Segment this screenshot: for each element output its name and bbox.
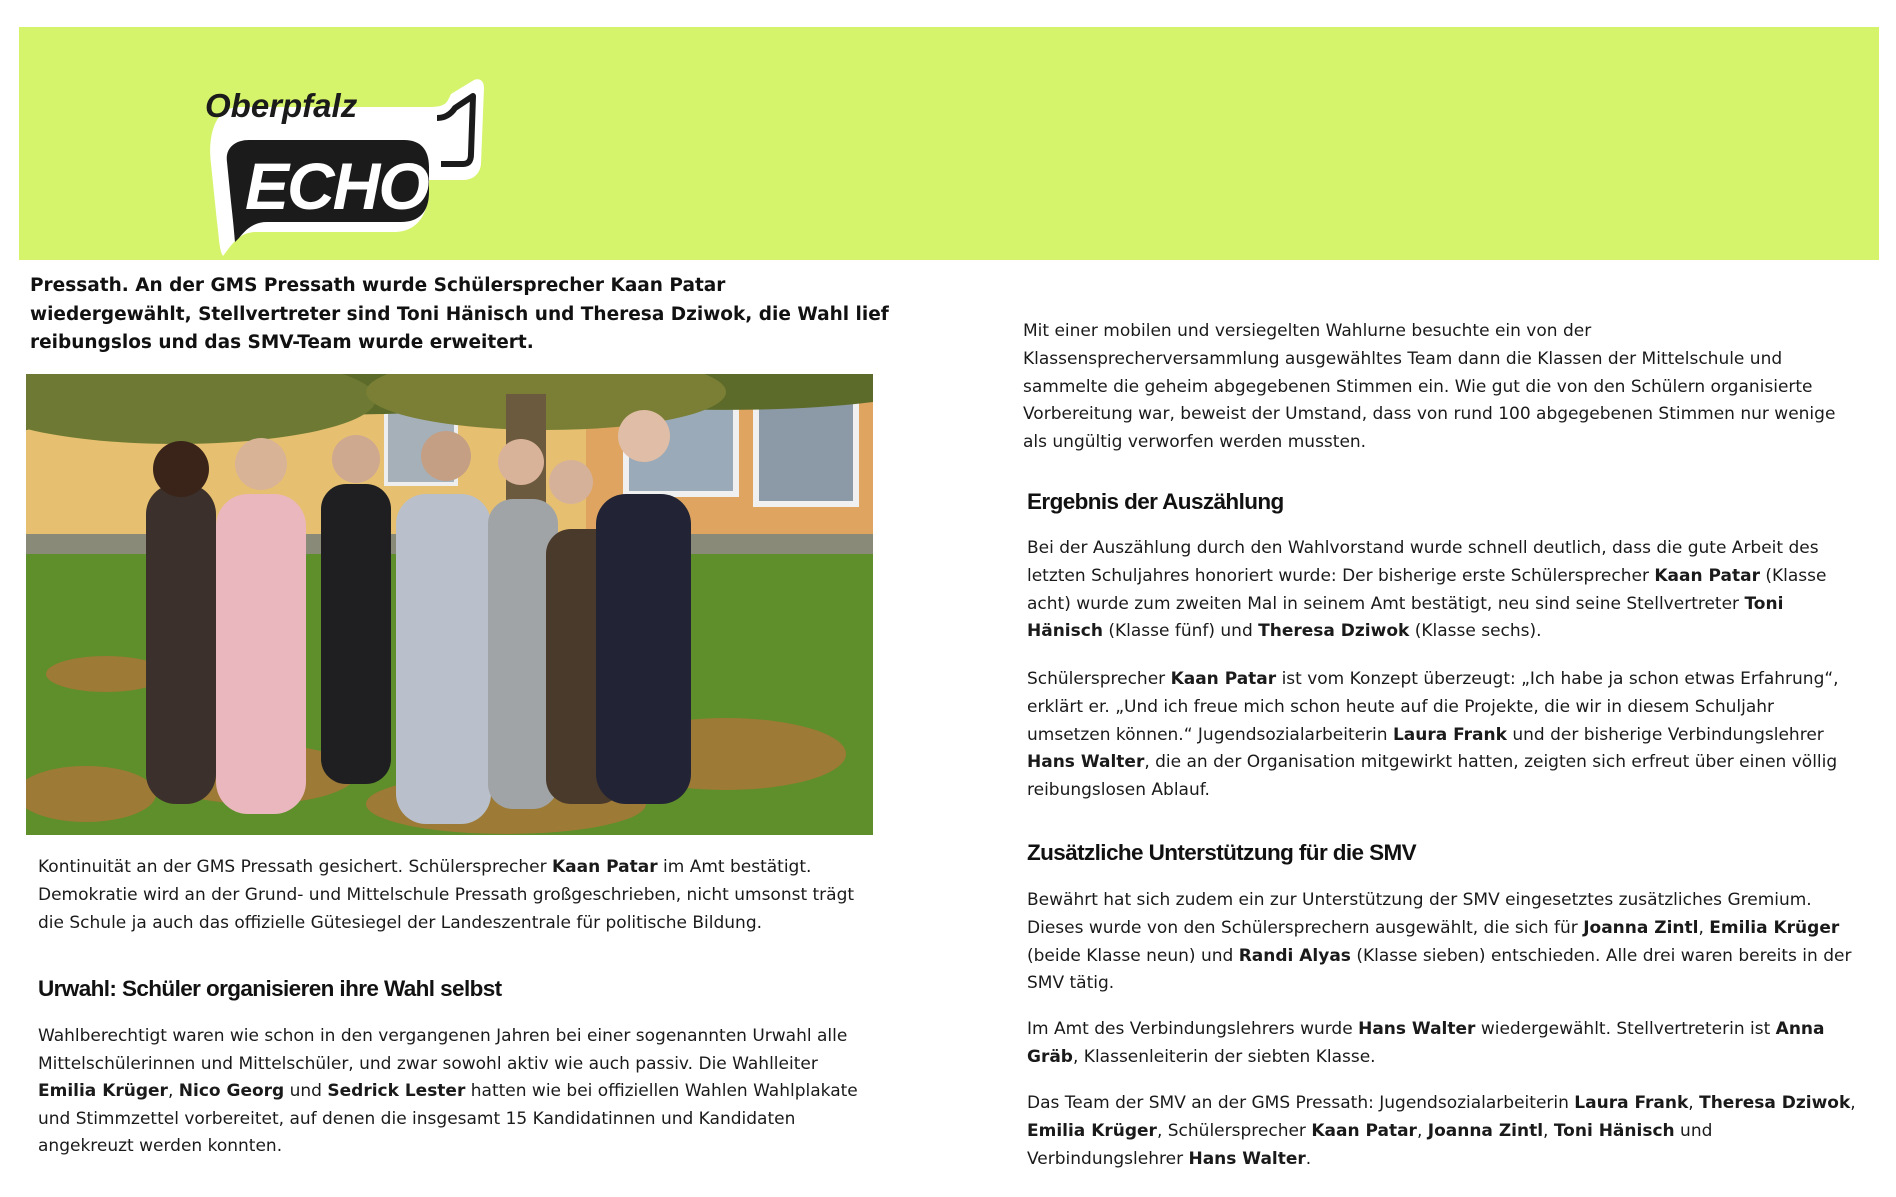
paragraph-urwahl: Wahlberechtigt waren wie schon in den vergangenen Jahren bei einer sogenannten Urwahl alle Mittelschülerinnen und Mittelschüler, und zwar sowohl aktiv wie auch passiv. Die Wahlleiter Emilia Krüger, Nico Georg und Sedrick Lester hatten wie bei offiziellen Wahlen Wahlplakate und Stimmzettel vorbereitet, auf denen die insgesamt 15 Kandidatinnen und Kandidaten angekreuzt werden konnten. [38,1026,858,1157]
paragraph-wahlurne: Mit einer mobilen und versiegelten Wahlurne besuchte ein von der Klassensprecherversammlung ausgewähltes Team dann die Klassen der Mittelschule und sammelte die geheim abgegebenen Stimmen ein. Wie gut die von den Schülern organisierte Vorbereitung war, beweist der Umstand, dass von rund 100 abgegebenen Stimmen nur wenige als ungültig verworfen werden mussten. [1023,321,1836,453]
paragraph-ergebnis-2: Schülersprecher Kaan Patar ist vom Konzept überzeugt: „Ich habe ja schon etwas Erfahrung“, erklärt er. „Und ich freue mich schon heute auf die Projekte, die wir in diesem Schuljahr umsetzen können.“ Jugendsozialarbeiterin Laura Frank und der bisherige Verbindungslehrer Hans Walter, die an der Organisation mitgewirkt hatten, zeigten sich erfreut über einen völlig reibungslosen Ablauf. [1027,669,1839,801]
logo-text-echo: ECHO [245,149,428,223]
article-lead: Pressath. An der GMS Pressath wurde Schülersprecher Kaan Patar wiedergewählt, Stellvertreter sind Toni Hänisch und Theresa Dziwok, die Wahl lief reibungslos und das SMV-Team wurde erweitert. [30,275,889,353]
paragraph-ergebnis-1: Bei der Auszählung durch den Wahlvorstand wurde schnell deutlich, dass die gute Arbeit des letzten Schuljahres honoriert wurde: Der bisherige erste Schülersprecher Kaan Patar (Klasse acht) wurde zum zweiten Mal in seinem Amt bestätigt, neu sind seine Stellvertreter Toni Hänisch (Klasse fünf) und Theresa Dziwok (Klasse sechs). [1027,538,1827,642]
group-photo-image [26,374,873,835]
paragraph-smv-1: Bewährt hat sich zudem ein zur Unterstützung der SMV eingesetztes zusätzliches Gremium. Dieses wurde von den Schülersprechern ausgewählt, die sich für Joanna Zintl, Emilia Krüger (beide Klasse neun) und Randi Alyas (Klasse sieben) entschieden. Alle drei waren bereits in der SMV tätig. [1027,890,1852,994]
site-header [19,27,1879,260]
heading-smv: Zusätzliche Unterstützung für die SMV [1027,840,1417,865]
heading-ergebnis: Ergebnis der Auszählung [1027,489,1284,514]
heading-urwahl: Urwahl: Schüler organisieren ihre Wahl selbst [38,976,502,1001]
logo-text-oberpfalz: Oberpfalz [205,87,358,124]
oberpfalz-echo-logo[interactable] [179,52,509,262]
photo-caption: Kontinuität an der GMS Pressath gesichert. Schülersprecher Kaan Patar im Amt bestätigt. Demokratie wird an der Grund- und Mittelschule Pressath großgeschrieben, nicht umsonst trägt die Schule ja auch das offizielle Gütesiegel der Landeszentrale für politische Bildung. [38,857,855,933]
article-photo [26,374,873,835]
paragraph-smv-team: Das Team der SMV an der GMS Pressath: Jugendsozialarbeiterin Laura Frank, Theresa Dziwok, Emilia Krüger, Schülersprecher Kaan Patar, Joanna Zintl, Toni Hänisch und Verbindungslehrer Hans Walter. [1027,1093,1856,1169]
paragraph-smv-2: Im Amt des Verbindungslehrers wurde Hans Walter wiedergewählt. Stellvertreterin ist Anna Gräb, Klassenleiterin der siebten Klasse. [1027,1019,1825,1067]
